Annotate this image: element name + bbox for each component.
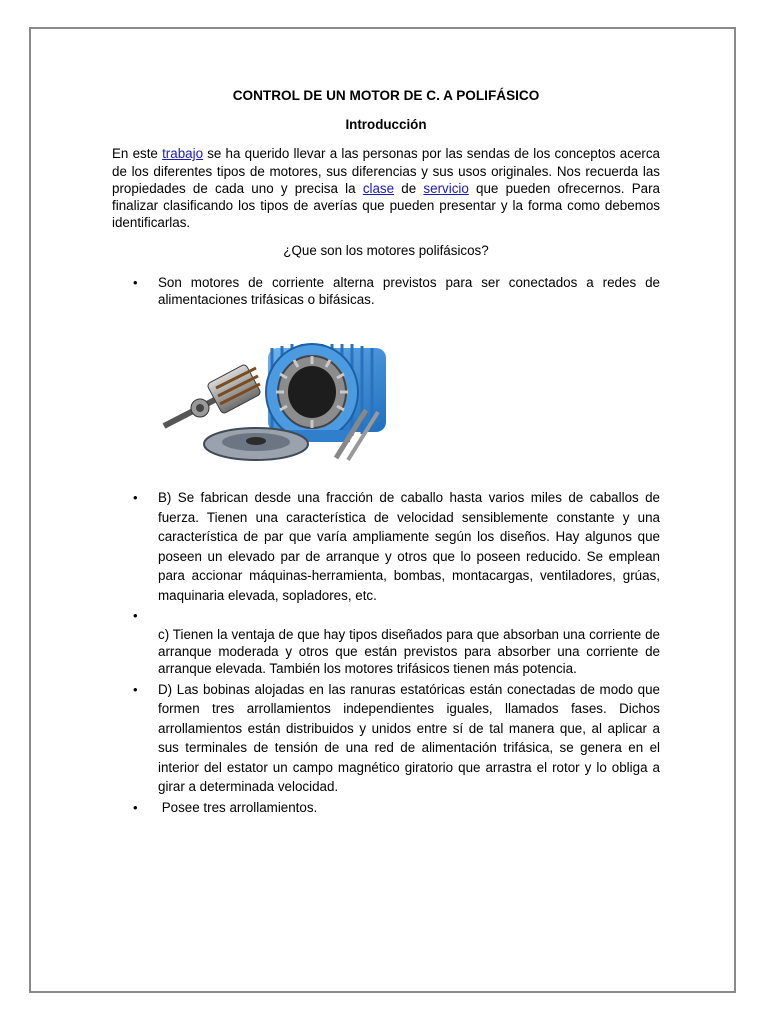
link-servicio[interactable]: servicio xyxy=(423,180,469,196)
list-item-text: Son motores de corriente alterna previstos para ser conectados a redes de alimentaciones trifásicas o bifásicas. xyxy=(158,274,660,307)
list-item xyxy=(112,274,660,308)
intro-paragraph xyxy=(112,145,660,231)
bullet-list xyxy=(112,488,660,624)
intro-text: se ha querido llevar a las personas por las sendas de los conceptos acerca de los diferentes tipos de motores, sus diferencias y sus usos originales. Nos recuerda las propiedades de cada uno y precisa la xyxy=(112,146,660,196)
bullet-icon: • xyxy=(133,799,138,815)
bullet-icon: • xyxy=(133,681,138,697)
intro-text: de xyxy=(394,180,424,196)
bullet-icon: • xyxy=(133,274,138,290)
document-content xyxy=(112,87,660,816)
link-trabajo[interactable]: trabajo xyxy=(162,146,204,162)
motor-image xyxy=(160,326,392,466)
bullet-icon: • xyxy=(133,608,138,624)
list-item xyxy=(112,488,660,605)
bullet-list xyxy=(112,274,660,308)
intro-text: que pueden ofrecernos. Para finalizar clasificando los tipos de averías que pueden presentar y la forma como debemos identificarlas. xyxy=(112,180,660,231)
end-shield xyxy=(204,428,308,460)
motor-illustration xyxy=(160,326,392,466)
bullet-list xyxy=(112,680,660,816)
list-item-text: Posee tres arrollamientos. xyxy=(158,799,318,815)
list-item-text: c) Tienen la ventaja de que hay tipos diseñados para que absorban una corriente de arranque moderada y otros que están previstos para absorber una corriente de arranque elevada. También los motores trifásicos tienen más potencia. xyxy=(158,627,660,677)
bullet-icon: • xyxy=(133,490,138,506)
list-item xyxy=(112,680,660,797)
question-heading: ¿Que son los motores polifásicos? xyxy=(283,243,489,259)
intro-text: En este xyxy=(112,146,163,162)
list-item xyxy=(112,607,660,624)
document-page xyxy=(29,27,736,993)
rotor xyxy=(164,364,261,426)
document-title: CONTROL DE UN MOTOR DE C. A POLIFÁSICO xyxy=(232,88,540,103)
link-clase[interactable]: clase xyxy=(362,180,395,196)
list-item-text: D) Las bobinas alojadas en las ranuras estatóricas están conectadas de modo que formen tres arrollamientos independientes iguales, llamados fases. Dichos arrollamientos están distribuidos y unidos entre sí de tal manera que, al aplicar a sus terminales de tensión de una red de alimentación trifásica, se genera en el interior del estator un campo magnético giratorio que arrastra el rotor y lo obliga a girar a determinada velocidad. xyxy=(158,681,660,795)
list-item-text: B) Se fabrican desde una fracción de caballo hasta varios miles de caballos de fuerza. Tienen una característica de velocidad sensiblemente constante y una característica de par que varía ampliamente según los diseños. Hay algunos que poseen un elevado par de arranque y otros que lo poseen reducido. Se emplean para accionar máquinas-herramienta, bombas, montacargas, ventiladores, grúas, maquinaria elevada, sopladores, etc. xyxy=(158,490,660,603)
list-item xyxy=(112,799,660,816)
section-heading: Introducción xyxy=(345,117,427,133)
